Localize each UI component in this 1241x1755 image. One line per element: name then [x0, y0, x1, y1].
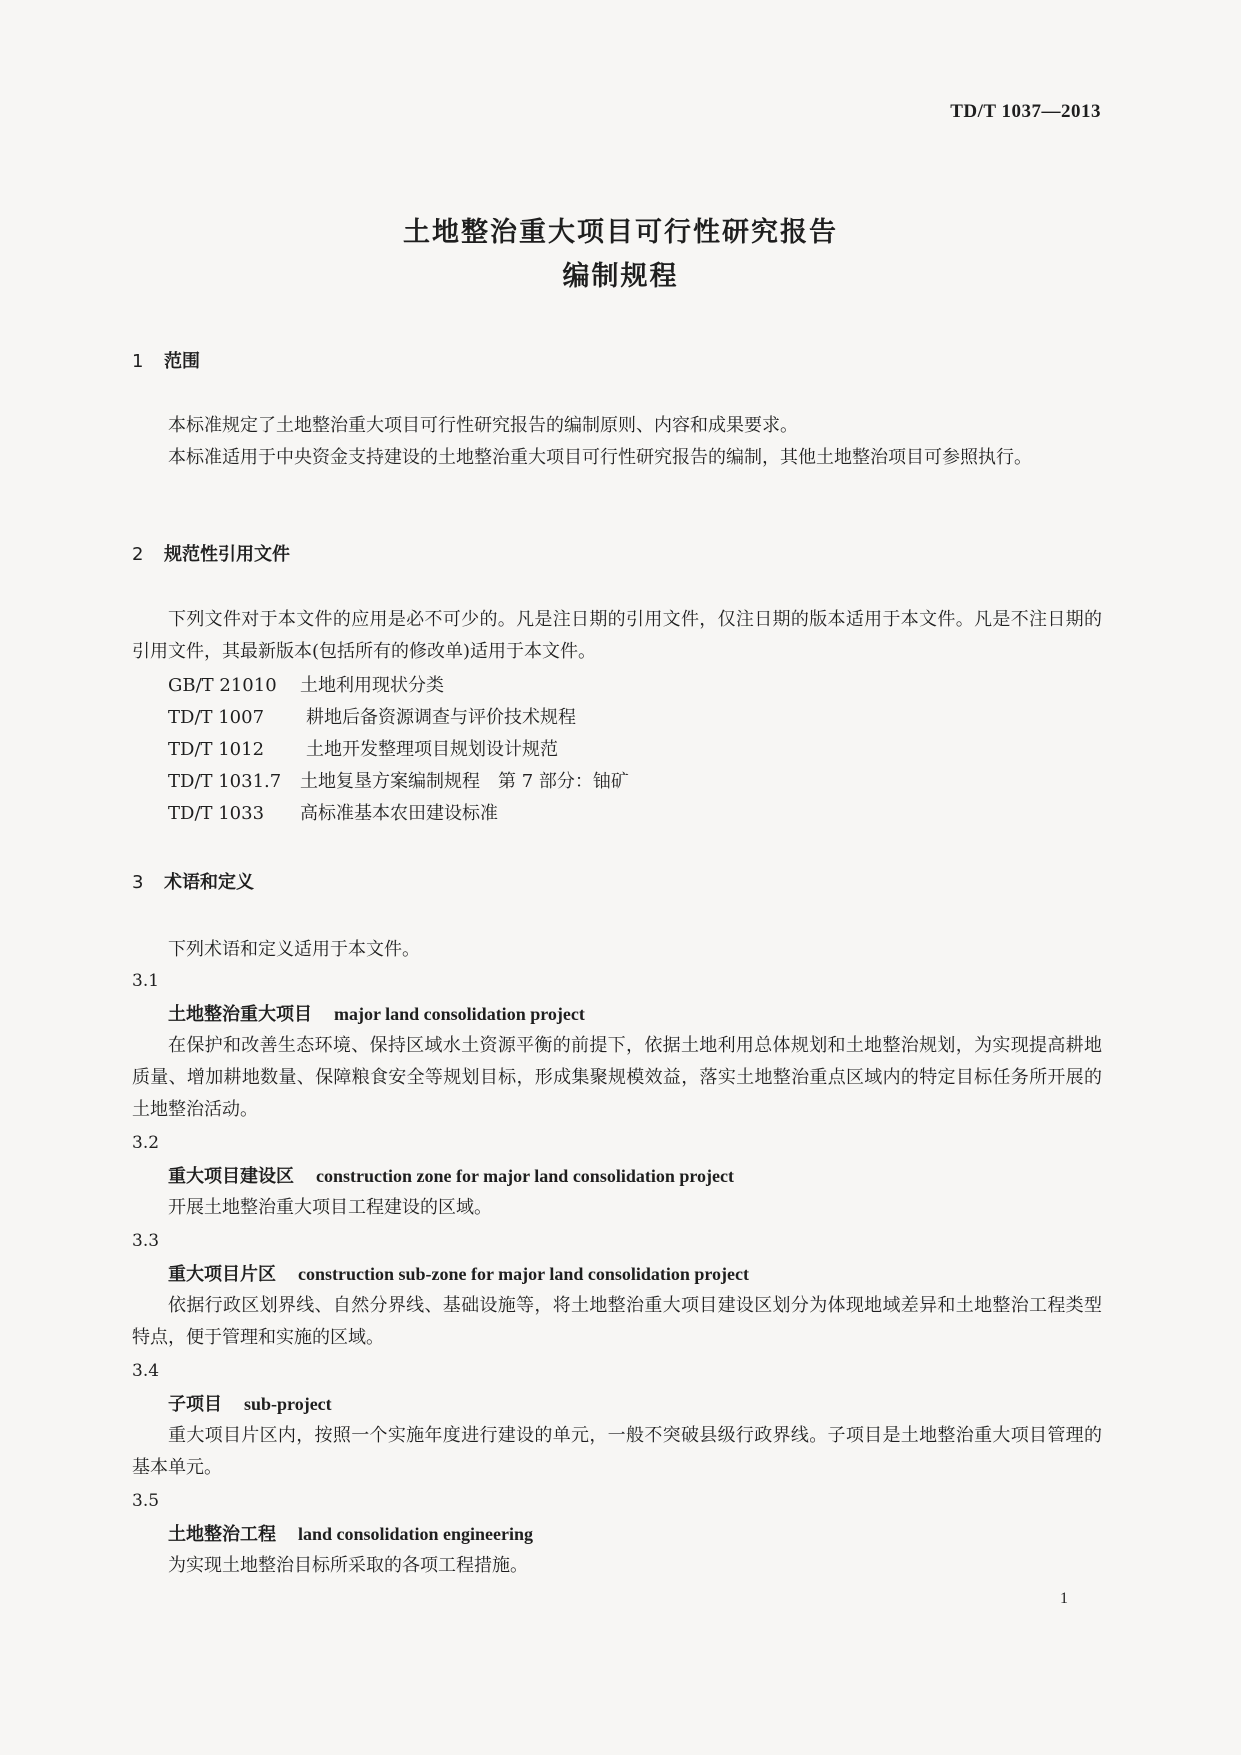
term-entry [168, 1388, 332, 1421]
term-entry [168, 998, 585, 1031]
term-definition: 为实现土地整治目标所采取的各项工程措施。 [168, 1555, 528, 1576]
term-definition: 重大项目片区内，按照一个实施年度进行建设的单元，一般不突破县级行政界线。子项目是土地整治重大项目管理的基本单元。 [132, 1425, 1102, 1478]
reference-code: TD/T 1033 [168, 803, 265, 824]
term-entry [168, 1160, 734, 1193]
reference-title: 高标准基本农田建设标准 [300, 803, 498, 824]
reference-title: 耕地后备资源调查与评价技术规程 [306, 707, 576, 728]
term-definition: 开展土地整治重大项目工程建设的区域。 [168, 1197, 492, 1218]
term-en: sub-project [244, 1394, 332, 1414]
term-zh: 土地整治工程 [168, 1524, 276, 1545]
section-heading-scope [132, 347, 200, 373]
reference-code: GB/T 21010 [168, 675, 277, 696]
reference-item [168, 766, 1138, 798]
reference-item [168, 702, 1138, 734]
clause-number: 3.5 [132, 1491, 160, 1511]
clause-number: 3.4 [132, 1361, 160, 1381]
paragraph: 本标准适用于中央资金支持建设的土地整治重大项目可行性研究报告的编制，其他土地整治项目可参照执行。 [168, 447, 1032, 468]
section-title: 规范性引用文件 [164, 544, 290, 565]
term-definition: 依据行政区划界线、自然分界线、基础设施等，将土地整治重大项目建设区划分为体现地域差异和土地整治工程类型特点，便于管理和实施的区域。 [132, 1295, 1102, 1348]
reference-code: TD/T 1012 [168, 739, 265, 760]
term-entry [168, 1518, 533, 1551]
section-number: 1 [132, 351, 144, 372]
section-title: 范围 [164, 351, 200, 372]
paragraph: 本标准规定了土地整治重大项目可行性研究报告的编制原则、内容和成果要求。 [168, 415, 798, 436]
reference-title: 土地利用现状分类 [300, 675, 444, 696]
term-en: construction sub-zone for major land consolidation project [298, 1264, 750, 1284]
clause-number: 3.3 [132, 1231, 160, 1251]
clause-number: 3.2 [132, 1133, 160, 1153]
section-heading-normative-references [132, 540, 290, 566]
reference-item [168, 798, 1138, 830]
section-heading-terms-and-definitions [132, 868, 254, 894]
term-entry [168, 1258, 749, 1291]
clause-number: 3.1 [132, 971, 160, 991]
reference-title: 土地开发整理项目规划设计规范 [306, 739, 558, 760]
paragraph: 下列文件对于本文件的应用是必不可少的。凡是注日期的引用文件，仅注日期的版本适用于本文件。凡是不注日期的引用文件，其最新版本(包括所有的修改单)适用于本文件。 [132, 609, 1102, 662]
reference-title: 土地复垦方案编制规程 第 7 部分：铀矿 [300, 771, 629, 792]
reference-code: TD/T 1007 [168, 707, 265, 728]
term-zh: 子项目 [168, 1394, 222, 1415]
reference-code: TD/T 1031.7 [168, 771, 282, 792]
page-number: 1 [1060, 1590, 1068, 1607]
term-zh: 重大项目建设区 [168, 1166, 294, 1187]
terms-intro: 下列术语和定义适用于本文件。 [168, 939, 420, 960]
term-zh: 土地整治重大项目 [168, 1004, 312, 1025]
section-number: 3 [132, 872, 144, 893]
document-title: 土地整治重大项目可行性研究报告 [403, 217, 838, 248]
reference-item [168, 734, 1138, 766]
term-en: land consolidation engineering [298, 1524, 534, 1544]
term-definition: 在保护和改善生态环境、保持区域水土资源平衡的前提下，依据土地利用总体规划和土地整治规划，为实现提高耕地质量、增加耕地数量、保障粮食安全等规划目标，形成集聚规模效益，落实土地整治重点区域内的特定目标任务所开展的土地整治活动。 [132, 1035, 1102, 1120]
document-code: TD/T 1037—2013 [950, 101, 1101, 122]
term-en: construction zone for major land consolidation project [316, 1166, 734, 1186]
reference-item [168, 670, 1138, 702]
term-en: major land consolidation project [334, 1004, 585, 1024]
term-zh: 重大项目片区 [168, 1264, 276, 1285]
document-subtitle: 编制规程 [562, 261, 679, 292]
section-title: 术语和定义 [164, 872, 254, 893]
section-number: 2 [132, 544, 144, 565]
